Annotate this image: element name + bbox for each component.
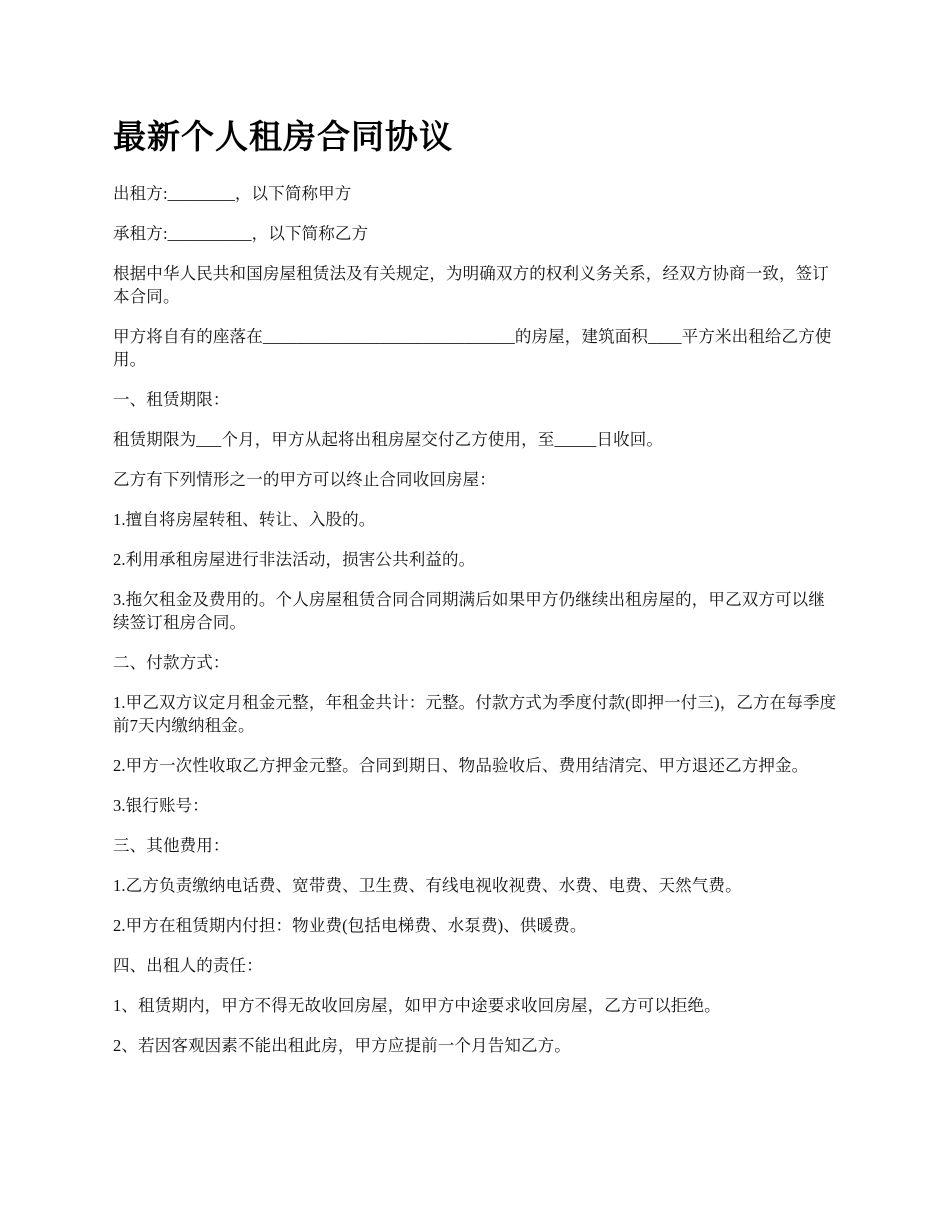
lease-term-paragraph: 租赁期限为___个月，甲方从起将出租房屋交付乙方使用，至_____日收回。 [113, 430, 664, 449]
termination-conditions-intro: 乙方有下列情形之一的甲方可以终止合同收回房屋： [113, 470, 496, 489]
payment-item-1: 1.甲乙双方议定月租金元整，年租金共计：元整。付款方式为季度付款(即押一付三)，乙方在每季度前7天内缴纳租金。 [113, 693, 837, 735]
section-heading-payment: 二、付款方式： [113, 653, 230, 672]
payment-item-2: 2.甲方一次性收取乙方押金元整。合同到期日、物品验收后、费用结清完、甲方退还乙方押金。 [113, 756, 809, 775]
duties-item-2: 2、若因客观因素不能出租此房，甲方应提前一个月告知乙方。 [113, 1036, 571, 1055]
termination-item-3: 3.拖欠租金及费用的。个人房屋租赁合同合同期满后如果甲方仍继续出租房屋的，甲乙双方可以继续签订租房合同。 [113, 590, 825, 632]
termination-item-2: 2.利用承租房屋进行非法活动，损害公共利益的。 [113, 550, 476, 569]
section-heading-lease-term: 一、租赁期限： [113, 390, 230, 409]
fees-item-2: 2.甲方在租赁期内付担：物业费(包括电梯费、水泵费)、供暖费。 [113, 916, 587, 935]
payment-item-3: 3.银行账号： [113, 796, 209, 815]
document-body [113, 114, 840, 1074]
document-title: 最新个人租房合同协议 [113, 117, 453, 156]
section-heading-lessor-duties: 四、出租人的责任： [113, 956, 263, 975]
fees-item-1: 1.乙方负责缴纳电话费、宽带费、卫生费、有线电视收视费、水费、电费、天然气费。 [113, 876, 742, 895]
lessor-line: 出租方:________，以下简称甲方 [113, 184, 352, 203]
property-paragraph: 甲方将自有的座落在______________________________的房屋，建筑面积____平方米出租给乙方使用。 [113, 327, 832, 369]
section-heading-other-fees: 三、其他费用： [113, 836, 230, 855]
duties-item-1: 1、租赁期内，甲方不得无故收回房屋，如甲方中途要求收回房屋，乙方可以拒绝。 [113, 996, 721, 1015]
preamble-paragraph: 根据中华人民共和国房屋租赁法及有关规定，为明确双方的权利义务关系，经双方协商一致，签订本合同。 [113, 264, 829, 306]
termination-item-1: 1.擅自将房屋转租、转让、入股的。 [113, 510, 376, 529]
lessee-line: 承租方:__________，以下简称乙方 [113, 224, 369, 243]
